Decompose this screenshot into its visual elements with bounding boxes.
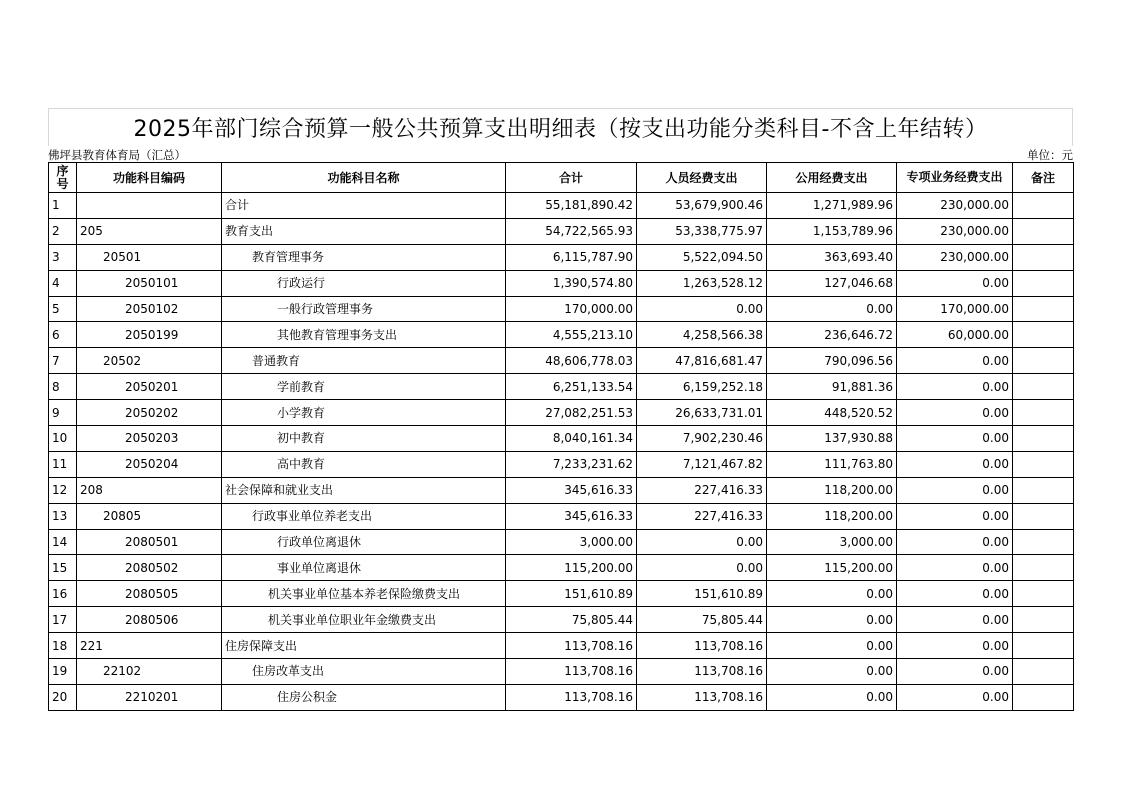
row-total: 8,040,161.34 [506, 426, 637, 452]
row-code: 20502 [77, 348, 222, 374]
sheet-title: 2025年部门综合预算一般公共预算支出明细表（按支出功能分类科目-不含上年结转） [48, 108, 1073, 146]
row-name: 教育支出 [222, 218, 506, 244]
row-remark [1013, 477, 1074, 503]
row-idx: 20 [49, 684, 77, 710]
row-remark [1013, 244, 1074, 270]
row-code: 20501 [77, 244, 222, 270]
row-personnel: 1,263,528.12 [637, 270, 767, 296]
row-remark [1013, 451, 1074, 477]
table-header-row [49, 163, 1074, 193]
row-code: 208 [77, 477, 222, 503]
row-code: 22102 [77, 659, 222, 685]
row-idx: 4 [49, 270, 77, 296]
row-personnel: 113,708.16 [637, 684, 767, 710]
row-personnel: 53,338,775.97 [637, 218, 767, 244]
row-name: 住房保障支出 [222, 633, 506, 659]
row-personnel: 75,805.44 [637, 607, 767, 633]
row-code: 2050102 [77, 296, 222, 322]
header-idx: 序号 [49, 163, 77, 193]
row-remark [1013, 296, 1074, 322]
row-public: 0.00 [767, 684, 897, 710]
row-idx: 17 [49, 607, 77, 633]
row-remark [1013, 426, 1074, 452]
row-special: 230,000.00 [897, 244, 1013, 270]
row-name: 其他教育管理事务支出 [222, 322, 506, 348]
row-personnel: 7,902,230.46 [637, 426, 767, 452]
table-row [49, 581, 1074, 607]
table-row [49, 477, 1074, 503]
row-remark [1013, 193, 1074, 219]
row-code: 2080505 [77, 581, 222, 607]
row-personnel: 53,679,900.46 [637, 193, 767, 219]
row-name: 社会保障和就业支出 [222, 477, 506, 503]
row-remark [1013, 633, 1074, 659]
row-idx: 16 [49, 581, 77, 607]
row-public: 3,000.00 [767, 529, 897, 555]
row-idx: 14 [49, 529, 77, 555]
row-personnel: 6,159,252.18 [637, 374, 767, 400]
row-total: 113,708.16 [506, 659, 637, 685]
table-row [49, 451, 1074, 477]
header-public: 公用经费支出 [767, 163, 897, 193]
header-personnel: 人员经费支出 [637, 163, 767, 193]
row-special: 0.00 [897, 451, 1013, 477]
row-idx: 13 [49, 503, 77, 529]
table-row [49, 684, 1074, 710]
row-idx: 10 [49, 426, 77, 452]
row-special: 0.00 [897, 374, 1013, 400]
budget-table [48, 162, 1074, 711]
row-personnel: 26,633,731.01 [637, 400, 767, 426]
row-total: 113,708.16 [506, 633, 637, 659]
row-code: 2050201 [77, 374, 222, 400]
row-special: 230,000.00 [897, 218, 1013, 244]
row-name: 教育管理事务 [222, 244, 506, 270]
row-special: 0.00 [897, 659, 1013, 685]
row-special: 0.00 [897, 633, 1013, 659]
unit-label: 单位：元 [1027, 148, 1073, 162]
row-total: 27,082,251.53 [506, 400, 637, 426]
table-row [49, 400, 1074, 426]
row-total: 170,000.00 [506, 296, 637, 322]
row-public: 0.00 [767, 581, 897, 607]
row-personnel: 113,708.16 [637, 659, 767, 685]
row-special: 0.00 [897, 270, 1013, 296]
row-special: 60,000.00 [897, 322, 1013, 348]
table-row [49, 218, 1074, 244]
row-total: 151,610.89 [506, 581, 637, 607]
row-public: 363,693.40 [767, 244, 897, 270]
row-remark [1013, 607, 1074, 633]
row-idx: 19 [49, 659, 77, 685]
row-public: 0.00 [767, 659, 897, 685]
row-special: 0.00 [897, 348, 1013, 374]
row-special: 0.00 [897, 426, 1013, 452]
header-code: 功能科目编码 [77, 163, 222, 193]
row-name: 机关事业单位职业年金缴费支出 [222, 607, 506, 633]
row-personnel: 227,416.33 [637, 477, 767, 503]
row-name: 初中教育 [222, 426, 506, 452]
row-remark [1013, 684, 1074, 710]
row-personnel: 0.00 [637, 529, 767, 555]
row-code: 2050202 [77, 400, 222, 426]
table-row [49, 296, 1074, 322]
row-name: 住房改革支出 [222, 659, 506, 685]
row-total: 7,233,231.62 [506, 451, 637, 477]
row-public: 236,646.72 [767, 322, 897, 348]
row-idx: 8 [49, 374, 77, 400]
row-idx: 2 [49, 218, 77, 244]
row-public: 115,200.00 [767, 555, 897, 581]
row-remark [1013, 581, 1074, 607]
row-code: 2050204 [77, 451, 222, 477]
table-row [49, 503, 1074, 529]
row-idx: 3 [49, 244, 77, 270]
row-personnel: 151,610.89 [637, 581, 767, 607]
row-idx: 12 [49, 477, 77, 503]
row-personnel: 47,816,681.47 [637, 348, 767, 374]
row-public: 790,096.56 [767, 348, 897, 374]
row-remark [1013, 218, 1074, 244]
row-name: 行政事业单位养老支出 [222, 503, 506, 529]
row-personnel: 227,416.33 [637, 503, 767, 529]
header-name: 功能科目名称 [222, 163, 506, 193]
row-name: 行政单位离退休 [222, 529, 506, 555]
row-total: 4,555,213.10 [506, 322, 637, 348]
row-total: 75,805.44 [506, 607, 637, 633]
row-idx: 6 [49, 322, 77, 348]
row-total: 55,181,890.42 [506, 193, 637, 219]
row-personnel: 7,121,467.82 [637, 451, 767, 477]
row-public: 127,046.68 [767, 270, 897, 296]
table-row [49, 322, 1074, 348]
row-name: 一般行政管理事务 [222, 296, 506, 322]
row-public: 111,763.80 [767, 451, 897, 477]
table-row [49, 348, 1074, 374]
table-row [49, 607, 1074, 633]
row-name: 住房公积金 [222, 684, 506, 710]
row-special: 0.00 [897, 607, 1013, 633]
row-code: 221 [77, 633, 222, 659]
row-code: 2080502 [77, 555, 222, 581]
row-code: 205 [77, 218, 222, 244]
row-idx: 7 [49, 348, 77, 374]
row-personnel: 4,258,566.38 [637, 322, 767, 348]
row-code: 20805 [77, 503, 222, 529]
row-remark [1013, 348, 1074, 374]
row-public: 0.00 [767, 633, 897, 659]
table-row [49, 193, 1074, 219]
row-code: 2080506 [77, 607, 222, 633]
row-remark [1013, 374, 1074, 400]
header-special: 专项业务经费支出 [897, 163, 1013, 193]
row-special: 170,000.00 [897, 296, 1013, 322]
table-row [49, 374, 1074, 400]
row-idx: 9 [49, 400, 77, 426]
row-public: 91,881.36 [767, 374, 897, 400]
row-idx: 5 [49, 296, 77, 322]
header-remark: 备注 [1013, 163, 1074, 193]
row-name: 小学教育 [222, 400, 506, 426]
row-remark [1013, 400, 1074, 426]
row-name: 合计 [222, 193, 506, 219]
row-total: 6,115,787.90 [506, 244, 637, 270]
row-name: 机关事业单位基本养老保险缴费支出 [222, 581, 506, 607]
table-row [49, 244, 1074, 270]
row-special: 0.00 [897, 581, 1013, 607]
row-public: 0.00 [767, 607, 897, 633]
table-body [49, 193, 1074, 711]
row-special: 0.00 [897, 529, 1013, 555]
row-total: 345,616.33 [506, 477, 637, 503]
row-total: 6,251,133.54 [506, 374, 637, 400]
table-row [49, 555, 1074, 581]
row-name: 学前教育 [222, 374, 506, 400]
table-row [49, 633, 1074, 659]
row-total: 345,616.33 [506, 503, 637, 529]
row-public: 0.00 [767, 296, 897, 322]
row-personnel: 5,522,094.50 [637, 244, 767, 270]
budget-sheet [48, 108, 1073, 711]
row-public: 1,271,989.96 [767, 193, 897, 219]
table-row [49, 529, 1074, 555]
row-remark [1013, 529, 1074, 555]
row-total: 113,708.16 [506, 684, 637, 710]
row-public: 118,200.00 [767, 477, 897, 503]
row-remark [1013, 270, 1074, 296]
row-public: 1,153,789.96 [767, 218, 897, 244]
row-total: 3,000.00 [506, 529, 637, 555]
unit-org: 佛坪县教育体育局（汇总） [48, 148, 186, 162]
row-code: 2210201 [77, 684, 222, 710]
row-special: 0.00 [897, 477, 1013, 503]
row-personnel: 113,708.16 [637, 633, 767, 659]
row-idx: 11 [49, 451, 77, 477]
row-special: 0.00 [897, 555, 1013, 581]
row-total: 1,390,574.80 [506, 270, 637, 296]
row-personnel: 0.00 [637, 555, 767, 581]
row-special: 0.00 [897, 684, 1013, 710]
row-total: 54,722,565.93 [506, 218, 637, 244]
row-public: 118,200.00 [767, 503, 897, 529]
row-name: 事业单位离退休 [222, 555, 506, 581]
row-code: 2080501 [77, 529, 222, 555]
table-row [49, 659, 1074, 685]
row-remark [1013, 322, 1074, 348]
row-code: 2050101 [77, 270, 222, 296]
row-code: 2050203 [77, 426, 222, 452]
meta-row [48, 146, 1073, 162]
row-remark [1013, 503, 1074, 529]
row-remark [1013, 659, 1074, 685]
row-idx: 1 [49, 193, 77, 219]
row-idx: 15 [49, 555, 77, 581]
row-code: 2050199 [77, 322, 222, 348]
table-row [49, 426, 1074, 452]
row-idx: 18 [49, 633, 77, 659]
header-total: 合计 [506, 163, 637, 193]
row-special: 230,000.00 [897, 193, 1013, 219]
row-code [77, 193, 222, 219]
row-special: 0.00 [897, 400, 1013, 426]
row-public: 137,930.88 [767, 426, 897, 452]
row-name: 高中教育 [222, 451, 506, 477]
row-total: 115,200.00 [506, 555, 637, 581]
row-public: 448,520.52 [767, 400, 897, 426]
row-name: 行政运行 [222, 270, 506, 296]
row-total: 48,606,778.03 [506, 348, 637, 374]
row-special: 0.00 [897, 503, 1013, 529]
row-personnel: 0.00 [637, 296, 767, 322]
row-name: 普通教育 [222, 348, 506, 374]
table-row [49, 270, 1074, 296]
row-remark [1013, 555, 1074, 581]
